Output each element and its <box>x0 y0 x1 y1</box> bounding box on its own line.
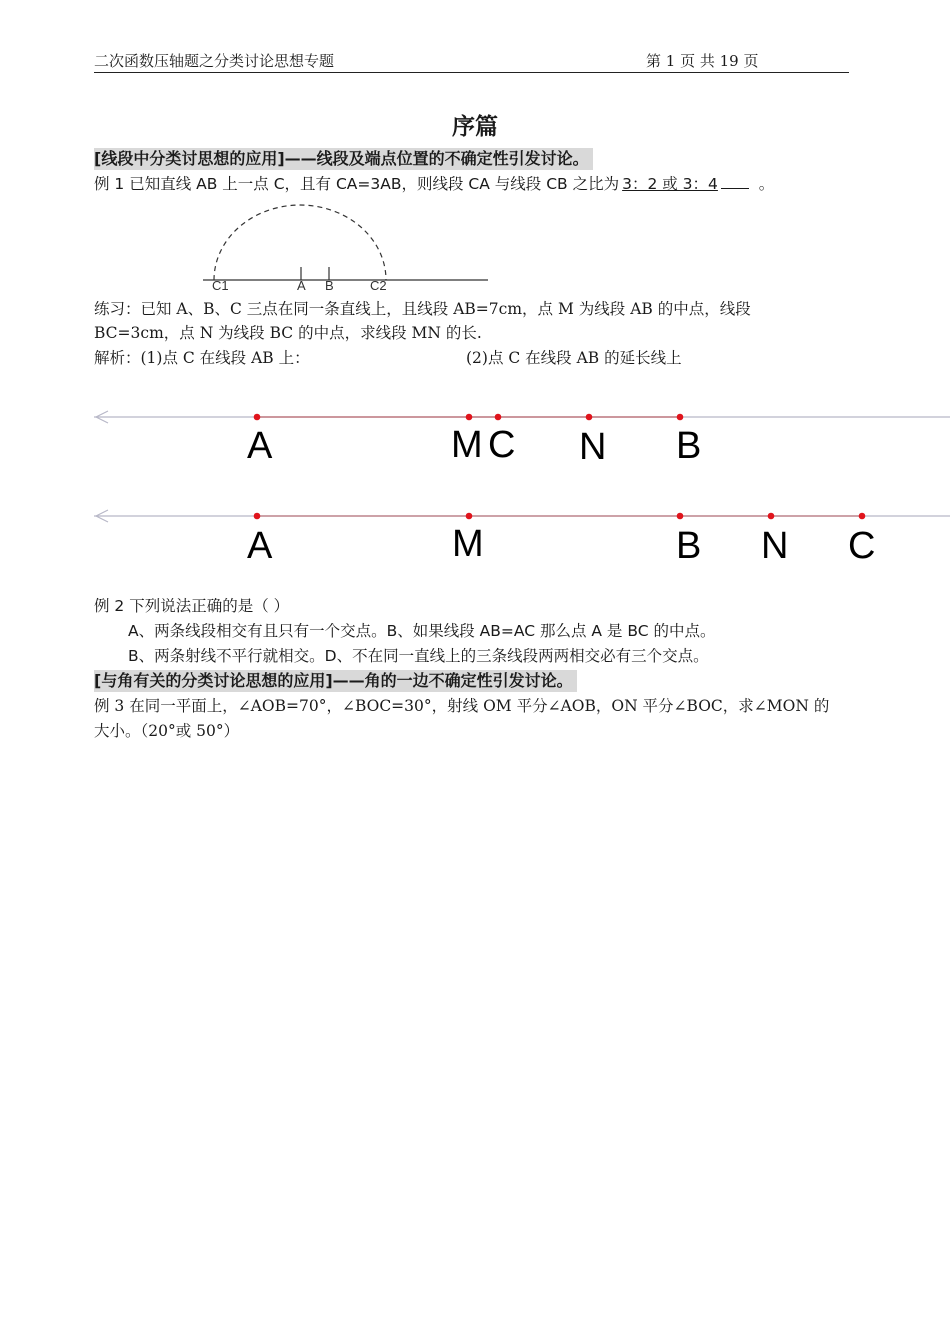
point-m <box>466 513 473 520</box>
page-title: 序篇 <box>452 114 498 140</box>
line2-label-m: M <box>452 523 484 565</box>
line2-label-c: C <box>848 525 876 567</box>
header-page-info: 第 1 页 共 19 页 <box>646 52 759 70</box>
point-n <box>586 414 593 421</box>
line2-label-n: N <box>761 525 789 567</box>
line1-label-a: A <box>247 425 273 467</box>
line2-label-a: A <box>247 525 273 567</box>
point-c <box>859 513 866 520</box>
point-a <box>254 513 261 520</box>
line2-label-b: B <box>676 525 702 567</box>
section-heading-segment: [线段中分类讨思想的应用]——线段及端点位置的不确定性引发讨论。 <box>94 148 593 170</box>
example-2-option-b: B、两条射线不平行就相交。D、不在同一直线上的三条线段两两相交必有三个交点。 <box>128 647 709 665</box>
example-2-option-a: A、两条线段相交有且只有一个交点。B、如果线段 AB=AC 那么点 A 是 BC 的中点。 <box>128 622 716 640</box>
arrow-left-icon <box>96 510 108 522</box>
point-c <box>495 414 502 421</box>
arrow-left-icon <box>96 411 108 423</box>
example-1-text: 例 1 已知直线 AB 上一点 C，且有 CA=3AB，则线段 CA 与线段 CB 之比为 <box>94 175 620 193</box>
header-doc-title: 二次函数压轴题之分类讨论思想专题 <box>94 52 335 70</box>
point-n <box>768 513 775 520</box>
label-c1: C1 <box>212 278 229 293</box>
example-1-answer: 3：2 或 3：4 <box>622 175 718 193</box>
answer-blank <box>721 172 749 189</box>
example-3-line-1: 例 3 在同一平面上，∠AOB=70°，∠BOC=30°，射线 OM 平分∠AOB，ON 平分∠BOC，求∠MON 的 <box>94 697 830 715</box>
point-m <box>466 414 473 421</box>
header-rule <box>94 72 849 73</box>
example-1-end: 。 <box>758 175 775 193</box>
point-b <box>677 414 684 421</box>
point-b <box>677 513 684 520</box>
analysis-case-2: (2)点 C 在线段 AB 的延长线上 <box>466 349 682 367</box>
practice-line-2: BC=3cm，点 N 为线段 BC 的中点，求线段 MN 的长. <box>94 324 482 342</box>
line1-label-b: B <box>676 425 702 467</box>
line1-label-c: C <box>488 424 516 466</box>
example-3-line-2: 大小。（20°或 50°） <box>94 722 240 740</box>
practice-line-1: 练习：已知 A、B、C 三点在同一条直线上，且线段 AB=7cm，点 M 为线段 AB 的中点，线段 <box>94 300 751 318</box>
example-1 <box>94 172 774 196</box>
section-heading-angle: [与角有关的分类讨论思想的应用]——角的一边不确定性引发讨论。 <box>94 670 577 692</box>
label-b: B <box>325 278 334 293</box>
line1-label-n: N <box>579 426 607 468</box>
label-a: A <box>297 278 306 293</box>
point-a <box>254 414 261 421</box>
line1-label-m: M <box>451 424 483 466</box>
label-c2: C2 <box>370 278 387 293</box>
analysis-case-1: 解析：(1)点 C 在线段 AB 上： <box>94 349 310 367</box>
example-2-question: 例 2 下列说法正确的是（ ） <box>94 597 290 615</box>
dashed-arc <box>214 205 386 280</box>
